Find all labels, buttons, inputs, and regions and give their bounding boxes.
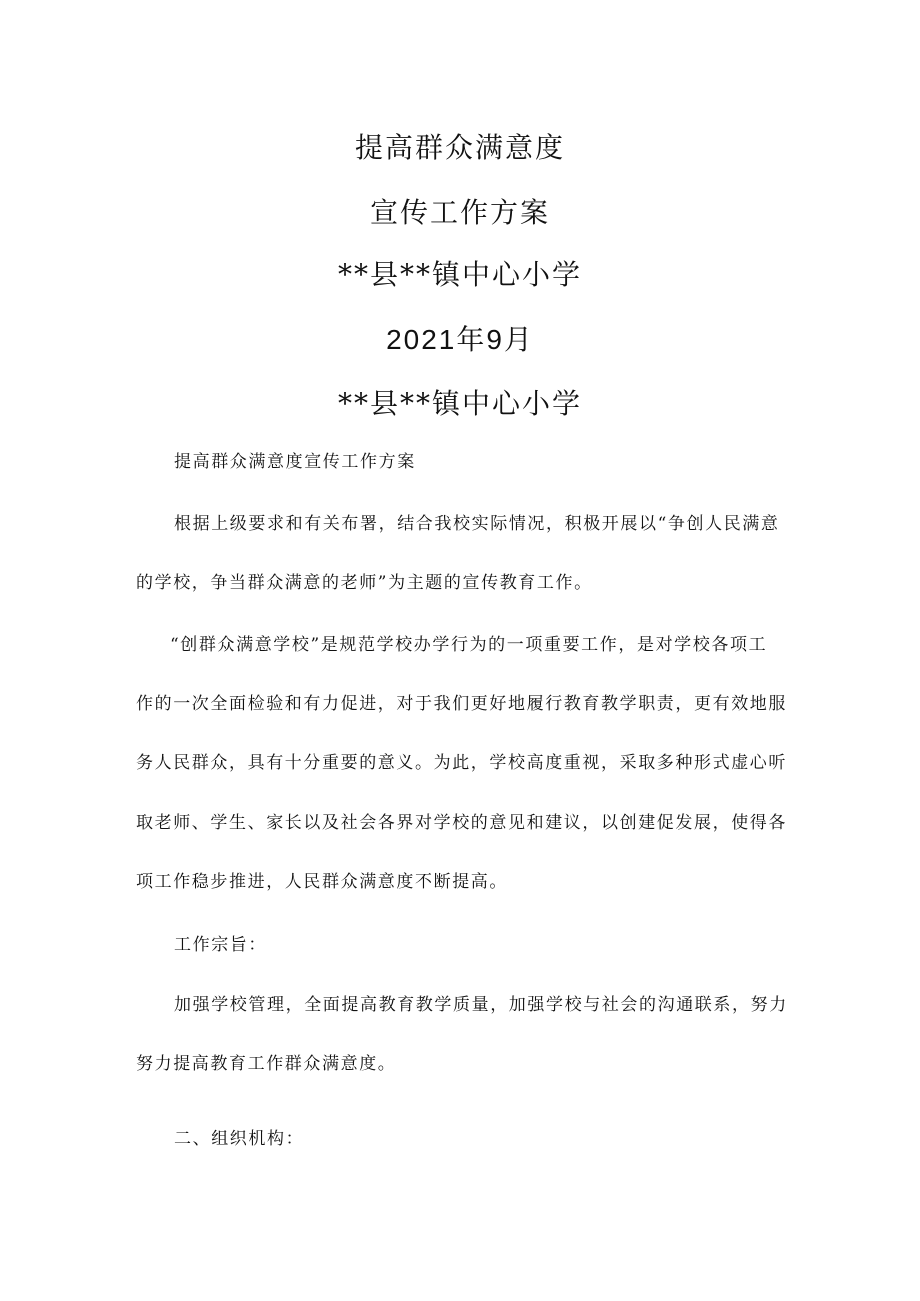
paragraph-1-line-2: 的学校，争当群众满意的老师”为主题的宣传教育工作。 xyxy=(136,573,593,593)
paragraph-3-line-2: 努力提高教育工作群众满意度。 xyxy=(136,1054,397,1074)
paragraph-2-line-4: 取老师、学生、家长以及社会各界对学校的意见和建议，以创建促发展，使得各 xyxy=(136,813,787,833)
cover-organization-repeat: **县**镇中心小学 xyxy=(337,387,582,420)
paragraph-2-line-5: 项工作稳步推进，人民群众满意度不断提高。 xyxy=(136,872,508,892)
body-heading: 提高群众满意度宣传工作方案 xyxy=(174,452,416,472)
paragraph-1-line-1: 根据上级要求和有关布署，结合我校实际情况，积极开展以“争创人民满意 xyxy=(174,514,780,534)
paragraph-2-line-1: “创群众满意学校”是规范学校办学行为的一项重要工作，是对学校各项工 xyxy=(170,635,768,655)
cover-organization: **县**镇中心小学 xyxy=(337,258,582,291)
paragraph-2-line-3: 务人民群众，具有十分重要的意义。为此，学校高度重视，采取多种形式虚心听 xyxy=(136,753,787,773)
purpose-label: 工作宗旨： xyxy=(174,935,267,955)
section-2-heading: 二、组织机构： xyxy=(174,1129,305,1149)
cover-title-line2: 宣传工作方案 xyxy=(369,196,550,229)
cover-title-line1: 提高群众满意度 xyxy=(354,131,565,164)
paragraph-2-line-2: 作的一次全面检验和有力促进，对于我们更好地履行教育教学职责，更有效地服 xyxy=(136,694,787,714)
paragraph-3-line-1: 加强学校管理，全面提高教育教学质量，加强学校与社会的沟通联系，努力 xyxy=(174,995,788,1015)
cover-date: 2021年9月 xyxy=(386,324,534,355)
